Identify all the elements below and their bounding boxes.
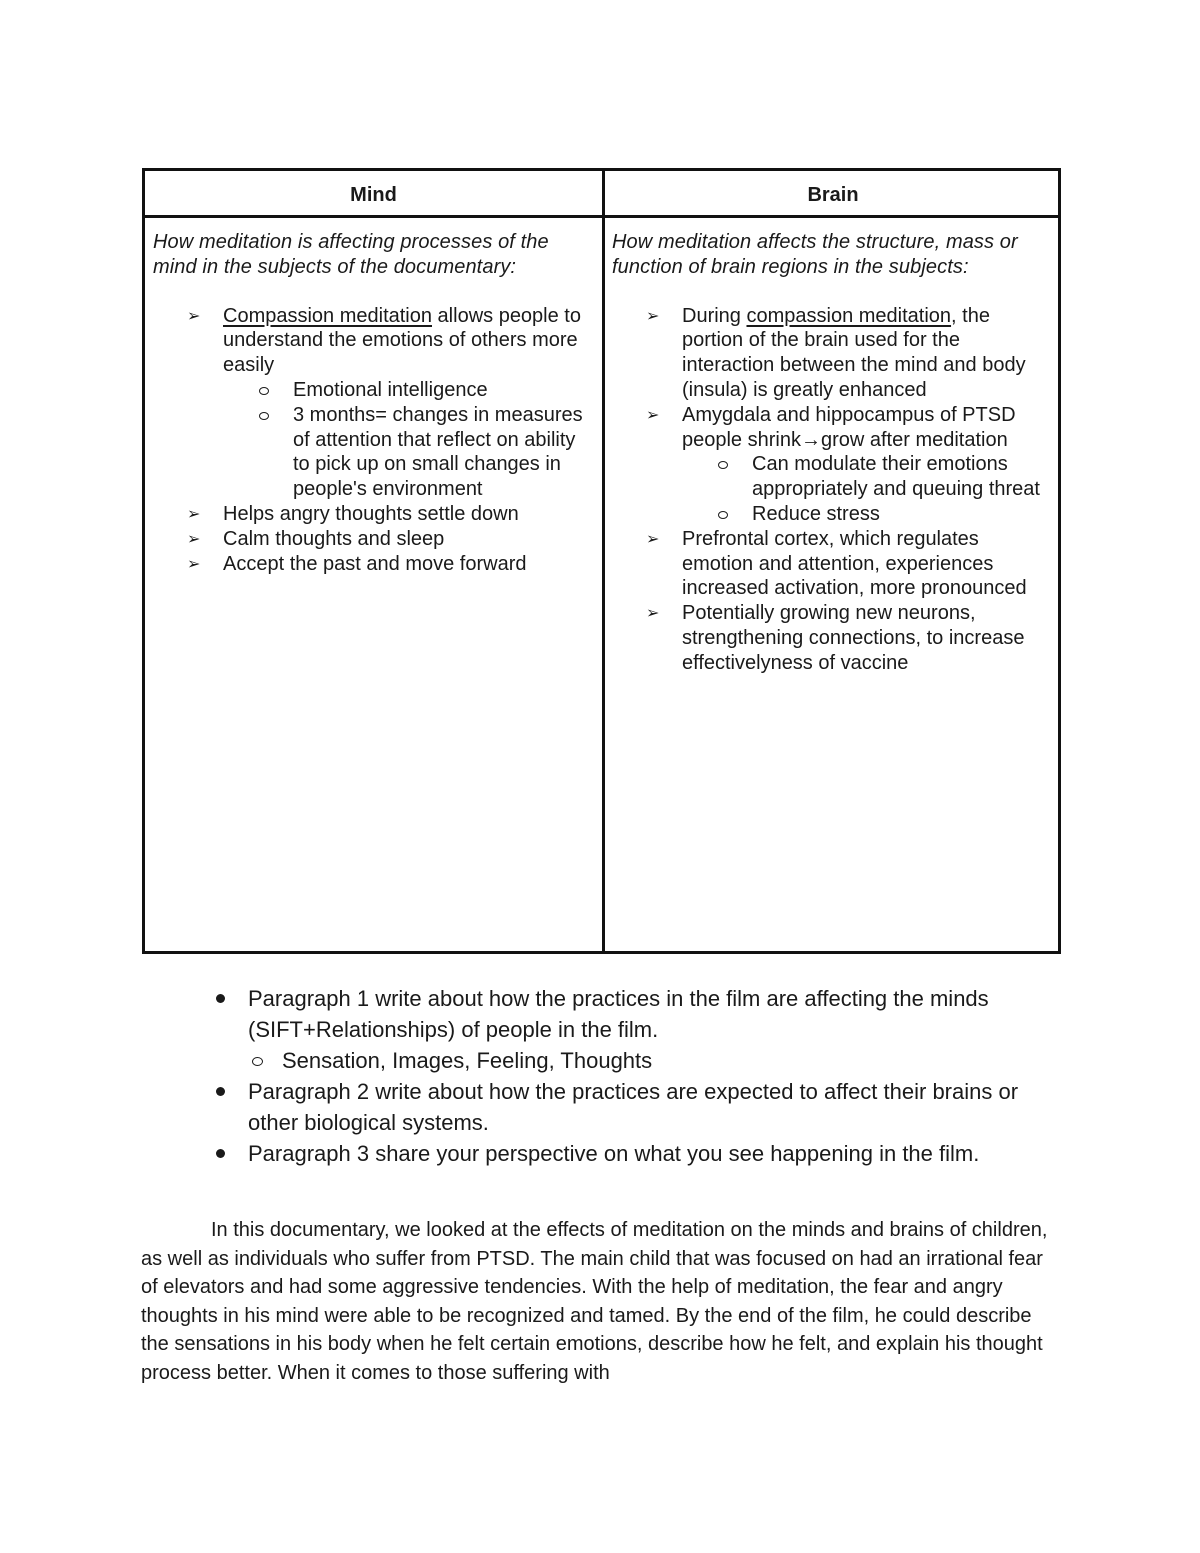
- list-item: [212, 983, 1072, 1076]
- essay-paragraph: In this documentary, we looked at the effects of meditation on the minds and brains of children, as well as individuals who suffer from PTSD. The main child that was focused on had an irrational fear of elevators and had some aggressive tendencies. With the help of meditation, the fear and angry thoughts in his mind were able to be recognized and tamed. By the end of the film, he could describe the sensations in his body when he felt certain emotions, describe how he felt, and explain his thought process better. When it comes to those suffering with: [141, 1219, 1048, 1384]
- sub-list-item: [223, 403, 593, 502]
- circle-bullet-icon: [718, 511, 728, 519]
- list-item-text: During: [682, 304, 747, 327]
- list-item-text: Paragraph 3 share your perspective on what you see happening in the film.: [248, 1141, 980, 1166]
- list-item: [153, 502, 593, 527]
- mind-bullet-list: [153, 304, 593, 577]
- list-item-text: Accept the past and move forward: [223, 552, 527, 575]
- assignment-instructions: [212, 983, 1072, 1169]
- list-item: [612, 403, 1052, 527]
- disc-bullet-icon: [216, 1087, 225, 1096]
- sub-list-item-text: Sensation, Images, Feeling, Thoughts: [282, 1048, 653, 1073]
- brain-bullet-list: [612, 304, 1052, 676]
- list-item: [212, 1138, 1072, 1169]
- list-item-text: Paragraph 1 write about how the practices in the film are affecting the minds (SIFT+Relationships) of people in the film.: [248, 986, 989, 1042]
- sub-list-item: [682, 502, 1052, 527]
- circle-bullet-icon: [259, 412, 269, 420]
- mind-cell: [153, 218, 593, 576]
- arrow-bullet-icon: ➢: [646, 305, 660, 325]
- list-item-text: Potentially growing new neurons, strengthening connections, to increase effectivelyness of vaccine: [682, 602, 1025, 674]
- list-item: [612, 304, 1052, 403]
- mind-column-header: Mind: [350, 184, 397, 206]
- circle-bullet-icon: [252, 1057, 263, 1066]
- sub-list-item-text: 3 months= changes in measures of attention that reflect on ability to pick up on small changes in people's environment: [293, 403, 583, 501]
- list-item: [212, 1076, 1072, 1138]
- sub-list-item-text: Emotional intelligence: [293, 378, 488, 401]
- sub-bullet-list: [248, 1045, 1072, 1076]
- arrow-bullet-icon: ➢: [187, 528, 201, 548]
- sub-bullet-list: [682, 452, 1052, 526]
- list-item-text: Paragraph 2 write about how the practices are expected to affect their brains or other biological systems.: [248, 1079, 1019, 1135]
- arrow-bullet-icon: ➢: [646, 404, 660, 424]
- brain-cell: [612, 218, 1052, 676]
- list-item-text: Helps angry thoughts settle down: [223, 502, 519, 525]
- mind-intro: How meditation is affecting processes of the mind in the subjects of the documentary:: [153, 231, 549, 278]
- sub-list-item: [248, 1045, 1072, 1076]
- mind-brain-table: [142, 168, 1061, 954]
- arrow-bullet-icon: ➢: [187, 553, 201, 573]
- list-item: [153, 552, 593, 577]
- sub-list-item-text: Reduce stress: [752, 502, 880, 525]
- circle-bullet-icon: [259, 387, 269, 395]
- list-item: [612, 527, 1052, 601]
- circle-bullet-icon: [718, 461, 728, 469]
- sub-list-item: [682, 452, 1052, 502]
- sub-list-item: [223, 378, 593, 403]
- sub-list-item-text: Can modulate their emotions appropriately and queuing threat: [752, 453, 1040, 501]
- list-item: [153, 304, 593, 502]
- sub-bullet-list: [223, 378, 593, 502]
- list-item-text: allows people to understand the emotions of others more easily: [223, 304, 581, 377]
- underlined-term: compassion meditation: [746, 304, 952, 327]
- list-item-text: Amygdala and hippocampus of PTSD people shrink→grow after meditation: [682, 403, 1016, 451]
- list-item-text: Calm thoughts and sleep: [223, 527, 445, 550]
- arrow-bullet-icon: ➢: [187, 305, 201, 325]
- disc-bullet-icon: [216, 1149, 225, 1158]
- list-item-text: , the portion of the brain used for the interaction between the mind and body (insula) is greatly enhanced: [682, 304, 1026, 401]
- arrow-bullet-icon: ➢: [187, 503, 201, 523]
- list-item-text: Prefrontal cortex, which regulates emotion and attention, experiences increased activation, more pronounced: [682, 527, 1027, 600]
- disc-bullet-icon: [216, 994, 225, 1003]
- list-item: [153, 527, 593, 552]
- brain-column-header: Brain: [807, 184, 859, 206]
- brain-intro: How meditation affects the structure, mass or function of brain regions in the subjects:: [612, 231, 1018, 278]
- list-item: [612, 601, 1052, 675]
- arrow-bullet-icon: ➢: [646, 528, 660, 548]
- arrow-bullet-icon: ➢: [646, 603, 660, 623]
- underlined-term: Compassion meditation: [223, 304, 432, 327]
- column-divider: [602, 171, 605, 951]
